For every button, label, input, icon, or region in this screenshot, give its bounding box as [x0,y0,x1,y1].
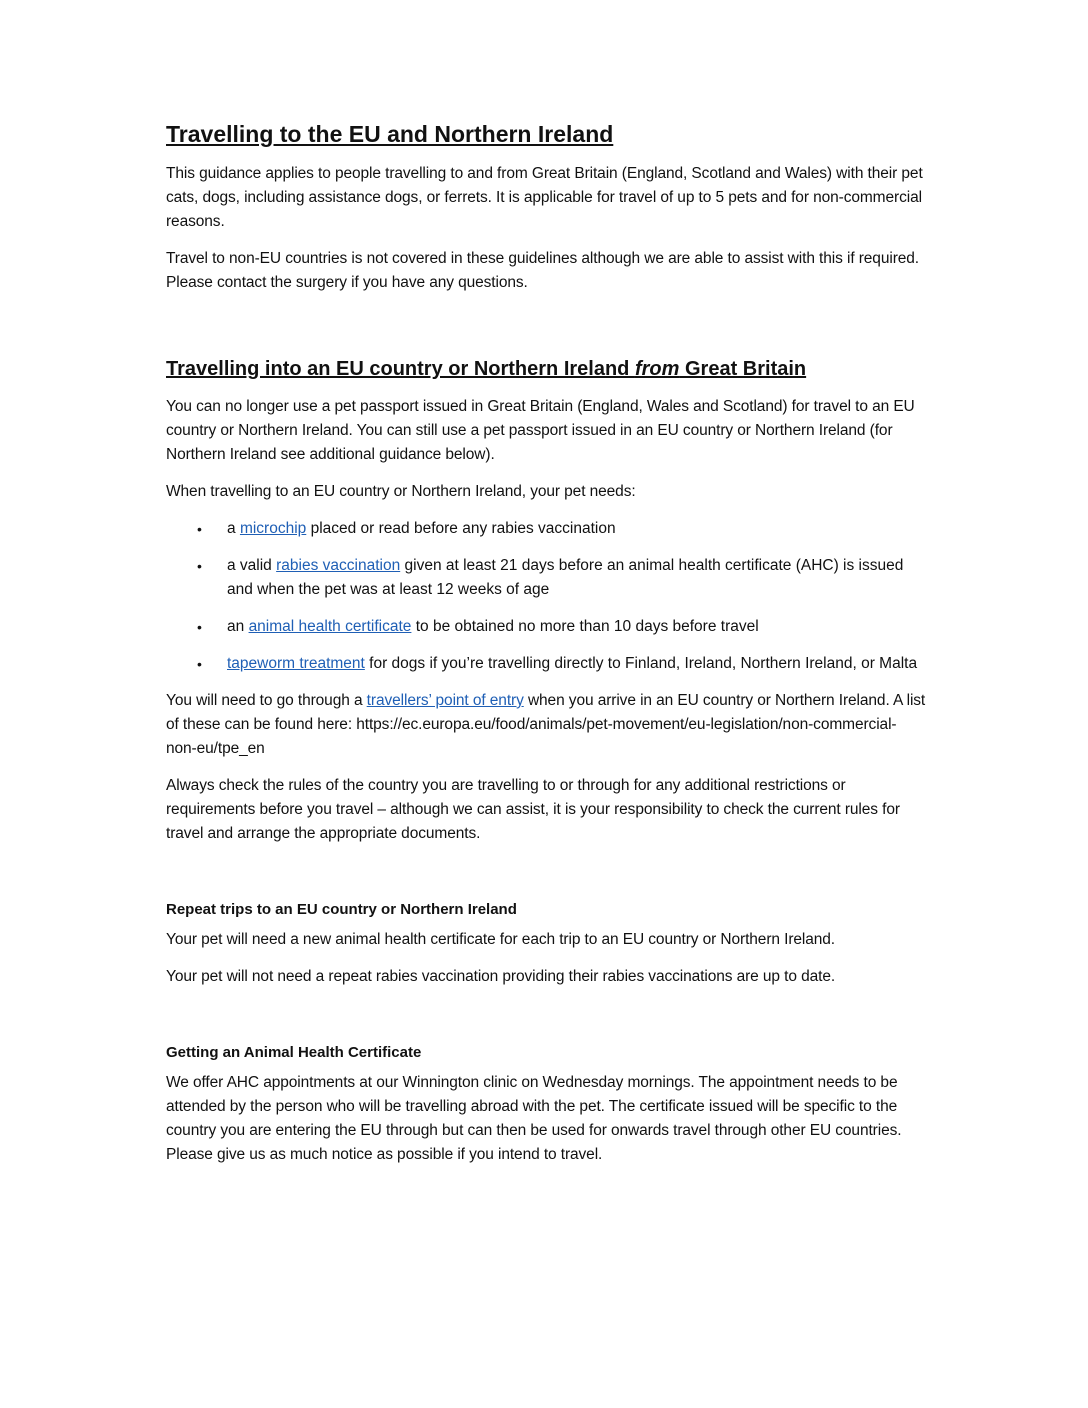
microchip-link[interactable]: microchip [239,520,307,537]
ahc-heading: Getting an Animal Health Certificate [166,1044,422,1061]
point-of-entry-post: when you arrive in an EU country or Northern Ireland. A list of these can be found here: https://ec.europa.eu/food/animals/pet-movement/eu-legislation/non-commercial-non-eu/tpe_en [166,692,926,757]
rabies-vaccination-link[interactable]: rabies vaccination [276,557,401,574]
list-item [166,554,926,602]
list-item-pre: an [227,618,249,635]
section-heading-emphasis: from [634,358,680,380]
passport-paragraph: You can no longer use a pet passport issued in Great Britain (England, Wales and Scotland) for travel to an EU country or Northern Ireland. You can still use a pet passport issued in an EU country or Northern Ireland (for Northern Ireland see additional guidance below). [166,398,915,463]
repeat-trips-paragraph-2: Your pet will not need a repeat rabies vaccination providing their rabies vaccinations are up to date. [166,968,836,985]
bullet-icon: • [197,558,202,574]
section-heading-from-great-britain [166,355,926,383]
section-heading-post: Great Britain [679,358,807,380]
point-of-entry-paragraph [166,689,926,761]
repeat-trips-paragraph-1: Your pet will need a new animal health certificate for each trip to an EU country or Northern Ireland. [166,931,836,948]
section-heading-pre: Travelling into an EU country or Northern Ireland [166,358,635,380]
page-title: Travelling to the EU and Northern Ireland [166,121,614,147]
list-item [166,652,926,676]
pet-needs-intro: When travelling to an EU country or Northern Ireland, your pet needs: [166,483,636,500]
list-item [166,615,926,639]
list-item [166,517,926,541]
list-item-pre: a valid [227,557,277,574]
repeat-trips-heading: Repeat trips to an EU country or Northern Ireland [166,901,517,918]
travellers-point-of-entry-link[interactable]: travellers’ point of entry [366,692,524,709]
list-item-pre: a [227,520,240,537]
list-item-post: for dogs if you’re travelling directly to Finland, Ireland, Northern Ireland, or Malta [364,655,918,672]
bullet-icon: • [197,656,202,672]
bullet-icon: • [197,521,202,537]
check-rules-paragraph: Always check the rules of the country you are travelling to or through for any additional restrictions or requirements before you travel – although we can assist, it is your responsibility to check the current rules for travel and arrange the appropriate documents. [166,777,900,842]
list-item-post: given at least 21 days before an animal health certificate (AHC) is issued and when the pet was at least 12 weeks of age [227,557,904,598]
bullet-icon: • [197,619,202,635]
document-page [166,118,926,1180]
animal-health-certificate-link[interactable]: animal health certificate [248,618,412,635]
ahc-paragraph: We offer AHC appointments at our Winnington clinic on Wednesday mornings. The appointment needs to be attended by the person who will be travelling abroad with the pet. The certificate issued will be specific to the country you are entering the EU through but can then be used for onwards travel through other EU countries. Please give us as much notice as possible if you intend to travel. [166,1074,902,1163]
list-item-post: placed or read before any rabies vaccination [306,520,616,537]
point-of-entry-pre: You will need to go through a [166,692,367,709]
intro-paragraph-2: Travel to non-EU countries is not covered in these guidelines although we are able to assist with this if required. Please contact the surgery if you have any questions. [166,250,920,291]
tapeworm-treatment-link[interactable]: tapeworm treatment [227,655,365,672]
requirements-list [166,517,926,676]
list-item-post: to be obtained no more than 10 days before travel [411,618,759,635]
intro-paragraph-1: This guidance applies to people travelling to and from Great Britain (England, Scotland and Wales) with their pet cats, dogs, including assistance dogs, or ferrets. It is applicable for travel of up to 5 pets and for non-commercial reasons. [166,165,923,230]
